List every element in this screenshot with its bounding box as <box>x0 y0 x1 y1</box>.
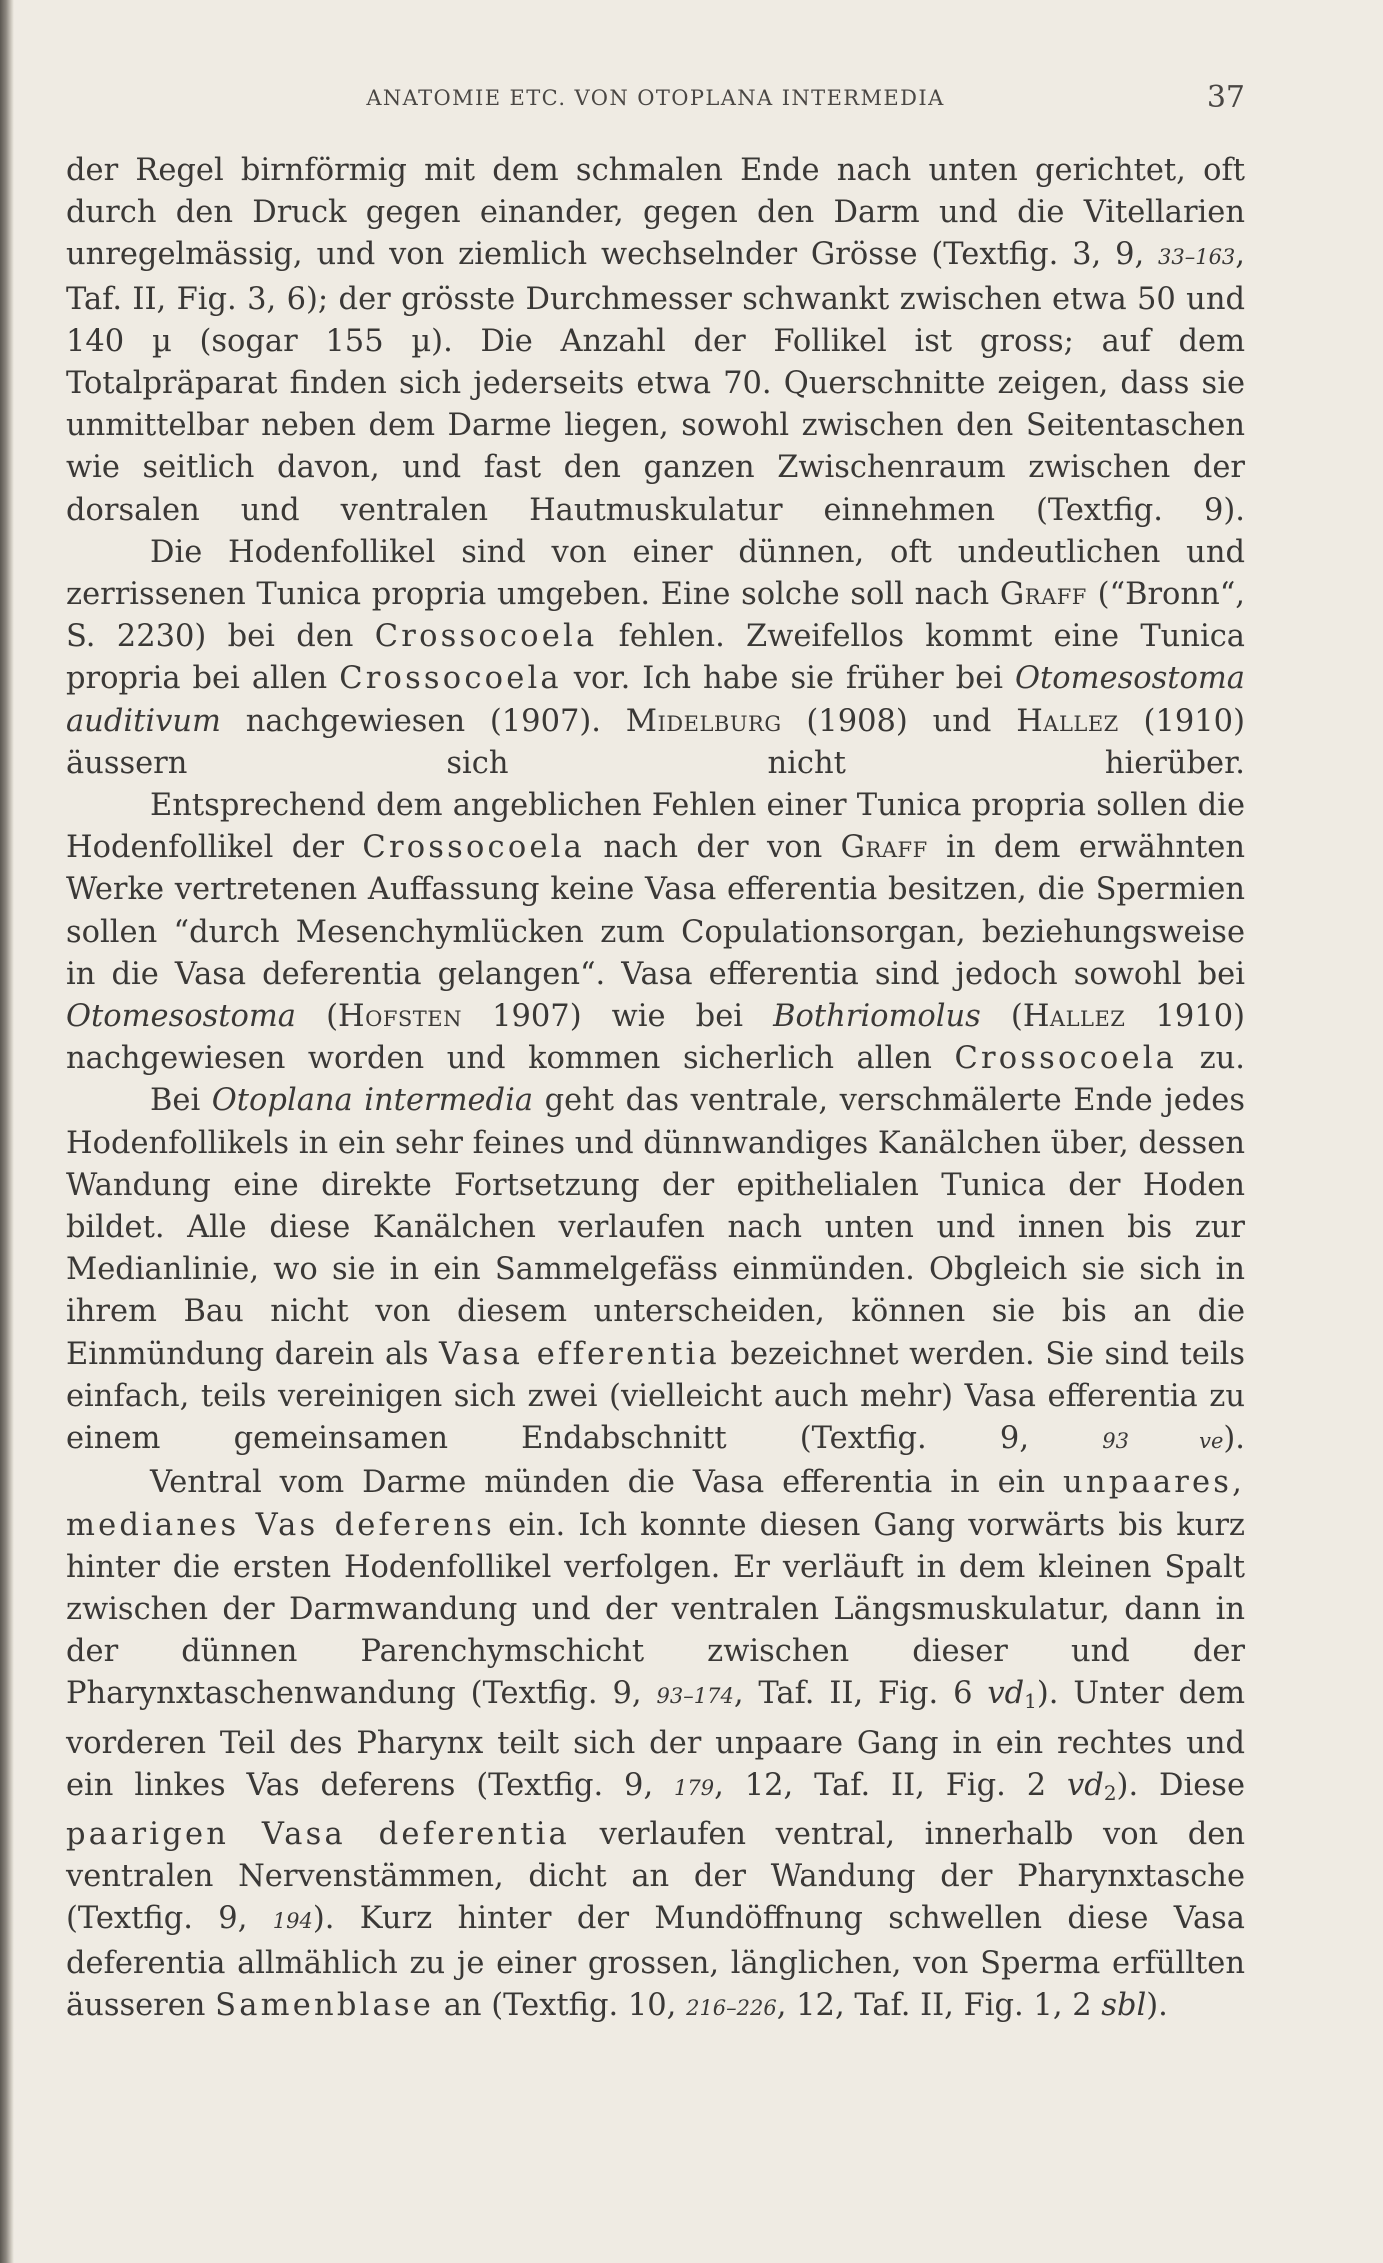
paragraph <box>66 532 1245 785</box>
text-run: nachgewiesen (1907). <box>220 703 626 739</box>
text-run: (1908) und <box>781 703 1017 739</box>
author-name: Graff <box>840 830 928 866</box>
paragraph <box>66 1462 1245 2029</box>
page-binding-edge <box>0 0 14 2263</box>
figure-reference: 179 <box>674 1775 715 1800</box>
spaced-term: Crossocoela <box>954 1041 1178 1077</box>
text-run: , 12, Taf. II, Fig. 2 <box>714 1767 1068 1803</box>
text-run: ). Unter dem vorderen Teil des Pharynx teilt sich der unpaare Gang in ein rechtes und ein linkes Vas deferens (Textfig. 9, <box>66 1676 1246 1803</box>
text-run: , 12, Taf. II, Fig. 1, 2 <box>776 1987 1102 2023</box>
spaced-term: paarigen Vasa deferentia <box>66 1816 571 1852</box>
body-text <box>66 150 1245 2029</box>
text-run: ). <box>1223 1421 1245 1457</box>
spaced-term: Samenblase <box>215 1987 435 2023</box>
text-run: ). <box>1146 1987 1168 2023</box>
italic-term: Otomesostoma auditivum <box>66 661 1245 739</box>
figure-reference: 93 ve <box>1102 1429 1224 1454</box>
italic-term: Bothriomolus <box>773 999 981 1035</box>
text-run: Bei <box>150 1083 212 1119</box>
text-run: 1910) nachgewiesen worden und kommen sicherlich allen <box>66 999 1245 1077</box>
spaced-term: Crossocoela <box>362 830 585 866</box>
subscript: 2 <box>1103 1780 1117 1805</box>
text-run: ( <box>980 999 1023 1035</box>
text-run: verlaufen ventral, innerhalb von den ventralen Nervenstämmen, dicht an der Wandung der Pharynxtasche (Textfig. 9, <box>66 1816 1246 1937</box>
text-run: ein. Ich konnte diesen Gang vorwärts bis kurz hinter die ersten Hodenfollikel verfolgen. Er verläuft in dem kleinen Spalt zwischen der Darmwandung und der ventralen Längsmuskulatur, dann in der dünnen Parenchymschicht zwischen dieser und der Pharynxtaschenwandung (Textfig. 9, <box>66 1507 1245 1712</box>
text-run: bezeichnet werden. Sie sind teils einfach, teils vereinigen sich zwei (vielleicht auch mehr) Vasa efferentia zu einem gemeinsamen Endabschnitt (Textfig. 9, <box>66 1336 1245 1457</box>
text-run: in dem erwähnten Werke vertretenen Auffassung keine Vasa efferentia besitzen, die Spermien sollen “durch Mesenchymlücken zum Copulationsorgan, beziehungsweise in die Vasa deferentia gelangen“. Vasa efferentia sind jedoch sowohl bei <box>66 830 1245 992</box>
text-run: der Regel birnförmig mit dem schmalen Ende nach unten gerichtet, oft durch den Druck gegen einander, gegen den Darm und die Vitellarien unregelmässig, und von ziemlich wechselnder Grösse (Textfig. 3, 9, <box>66 153 1245 273</box>
text-run: ). Kurz hinter der Mundöffnung schwellen diese Vasa deferentia allmählich zu je einer grossen, länglichen, von Sperma erfüllten äusseren <box>66 1901 1245 2023</box>
text-run: ( <box>296 999 338 1035</box>
spaced-term: Crossocoela <box>374 619 598 655</box>
text-run: (“Bronn“, S. 2230) bei den <box>66 577 1245 655</box>
text-run: (1910) äussern sich nicht hierüber. <box>66 703 1245 781</box>
text-run: Ventral vom Darme münden die Vasa efferentia in ein <box>150 1465 1064 1501</box>
text-run: geht das ventrale, verschmälerte Ende jedes Hodenfollikels in ein sehr feines und dünnwandiges Kanälchen über, dessen Wandung eine direkte Fortsetzung der epithelialen Tunica der Hoden bildet. Alle diese Kanälchen verlaufen nach unten und innen bis zur Medianlinie, wo sie in ein Sammelgefäss einmünden. Obgleich sie sich in ihrem Bau nicht von diesem unterscheiden, können sie bis an die Einmündung darein als <box>66 1083 1245 1372</box>
text-run: , Taf. II, Fig. 6 <box>733 1676 988 1712</box>
page-number: 37 <box>1206 80 1245 115</box>
spaced-term: unpaares, medianes Vas deferens <box>66 1465 1245 1543</box>
paragraph <box>66 1080 1245 1462</box>
paragraph <box>66 785 1245 1080</box>
text-run: Entsprechend dem angeblichen Fehlen einer Tunica propria sollen die Hodenfollikel der <box>66 788 1245 866</box>
italic-term: sbl <box>1101 1987 1147 2023</box>
italic-term: Otoplana intermedia <box>211 1083 534 1119</box>
text-run: , Taf. II, Fig. 3, 6); der grösste Durchmesser schwankt zwischen etwa 50 und 140 µ (sogar 155 µ). Die Anzahl der Follikel ist gross; auf dem Totalpräparat finden sich jederseits etwa 70. Querschnitte zeigen, dass sie unmittelbar neben dem Darme liegen, sowohl zwischen den Seitentaschen wie seitlich davon, und fast den ganzen Zwischenraum zwischen der dorsalen und ventralen Hautmuskulatur einnehmen (Textfig. 9). <box>66 237 1245 528</box>
figure-reference: 216–226 <box>686 1995 777 2020</box>
author-name: Graff <box>999 577 1087 613</box>
italic-term: vd <box>987 1676 1025 1712</box>
text-run: fehlen. Zweifellos kommt eine Tunica propria bei allen <box>66 619 1245 697</box>
text-run: nach der von <box>585 830 841 866</box>
page-header <box>66 80 1245 116</box>
author-name: Midelburg <box>625 703 782 739</box>
text-run: vor. Ich habe sie früher bei <box>561 661 1015 697</box>
running-title: ANATOMIE ETC. VON OTOPLANA INTERMEDIA <box>366 86 945 110</box>
text-run: zu. <box>1177 1041 1245 1077</box>
spaced-term: Crossocoela <box>339 661 562 697</box>
text-run: an (Textfig. 10, <box>434 1987 687 2023</box>
figure-reference: 33–163 <box>1157 245 1236 270</box>
figure-reference: 194 <box>272 1909 313 1934</box>
figure-reference: 93–174 <box>656 1684 734 1709</box>
text-run: 1907) wie bei <box>461 999 774 1035</box>
italic-term: Otomesostoma <box>66 999 296 1035</box>
spaced-term: Vasa efferentia <box>439 1336 720 1372</box>
author-name: Hallez <box>1016 703 1119 739</box>
text-run: Die Hodenfollikel sind von einer dünnen, oft undeutlichen und zerrissenen Tunica propria umgeben. Eine solche soll nach <box>66 534 1245 613</box>
italic-term: vd <box>1067 1767 1104 1803</box>
text-run: ). Diese <box>1116 1767 1245 1803</box>
paragraph <box>66 150 1245 532</box>
author-name: Hofsten <box>338 999 462 1035</box>
author-name: Hallez <box>1022 999 1126 1035</box>
subscript: 1 <box>1024 1689 1037 1714</box>
